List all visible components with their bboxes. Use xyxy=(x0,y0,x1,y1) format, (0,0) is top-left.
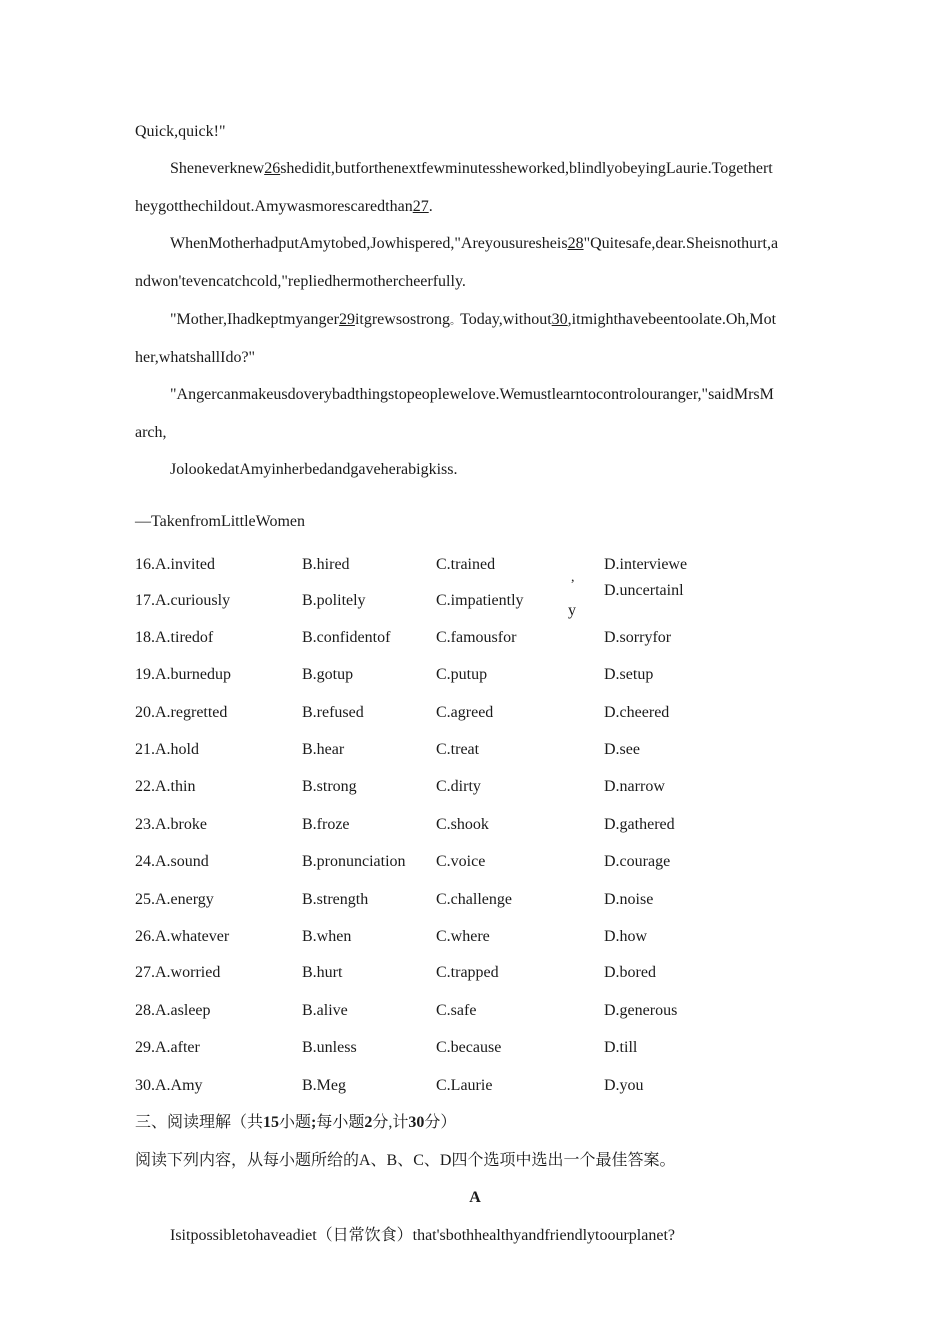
option-d: D.bored xyxy=(604,964,656,981)
option-a: 17.A.curiously xyxy=(135,592,231,609)
passage-paragraph-4-cont: her,whatshallIdo?" xyxy=(135,349,256,366)
passage-paragraph-2 xyxy=(170,159,773,179)
passage-paragraph-3-cont: ndwon'tevencatchcold,"repliedhermothercheerfully. xyxy=(135,273,466,290)
option-a: 24.A.sound xyxy=(135,853,209,870)
option-d: D.you xyxy=(604,1077,644,1094)
option-a: 29.A.after xyxy=(135,1039,200,1056)
option-d: D.gathered xyxy=(604,816,675,833)
option-c: C.impatiently xyxy=(436,592,524,609)
text: Today,without xyxy=(460,311,552,328)
passage-paragraph-3 xyxy=(170,234,778,254)
option-a: 21.A.hold xyxy=(135,741,199,758)
option-d: D.till xyxy=(604,1039,638,1056)
option-b: B.alive xyxy=(302,1002,348,1019)
option-b: B.confidentof xyxy=(302,629,391,646)
option-a: 26.A.whatever xyxy=(135,928,230,945)
option-c: C.where xyxy=(436,928,490,945)
option-d: D.setup xyxy=(604,666,654,683)
option-c: C.trapped xyxy=(436,964,499,981)
passage-label: A xyxy=(469,1189,481,1206)
option-a: 23.A.broke xyxy=(135,816,207,833)
section-heading xyxy=(135,1113,456,1133)
option-b: B.strong xyxy=(302,778,357,795)
blank-26: 26 xyxy=(264,160,281,177)
text: ,itmighthavebeentoolate.Oh,Mot xyxy=(567,311,777,328)
option-d: D.see xyxy=(604,741,640,758)
option-c: C.agreed xyxy=(436,704,494,721)
option-b: B.hired xyxy=(302,556,350,573)
text: 三、阅读理解（共 xyxy=(135,1114,264,1131)
stray-comma: , xyxy=(571,570,575,585)
passage-line-1: Quick,quick!" xyxy=(135,123,226,140)
option-a: 19.A.burnedup xyxy=(135,666,231,683)
blank-28: 28 xyxy=(567,235,584,252)
option-d: D.cheered xyxy=(604,704,670,721)
option-d: D.uncertainl xyxy=(604,582,684,599)
option-c: C.treat xyxy=(436,741,480,758)
text: Sheneverknew xyxy=(170,160,265,177)
option-d: D.narrow xyxy=(604,778,665,795)
text: . xyxy=(428,198,433,215)
option-d: D.sorryfor xyxy=(604,629,672,646)
blank-29: 29 xyxy=(338,311,355,328)
text: 分） xyxy=(424,1114,457,1131)
blank-30: 30 xyxy=(551,311,568,328)
text: "Mother,Ihadkeptmyanger xyxy=(170,311,339,328)
option-a: 27.A.worried xyxy=(135,964,221,981)
option-a: 20.A.regretted xyxy=(135,704,228,721)
text: 分,计 xyxy=(372,1114,409,1131)
option-c: C.voice xyxy=(436,853,486,870)
option-b: B.unless xyxy=(302,1039,357,1056)
text: itgrewsostrong xyxy=(354,311,451,328)
text: 每小题 xyxy=(316,1114,365,1131)
option-b: B.politely xyxy=(302,592,366,609)
source-attribution: —TakenfromLittleWomen xyxy=(135,513,305,530)
stray-letter: y xyxy=(568,602,576,619)
option-c: C.safe xyxy=(436,1002,477,1019)
option-b: B.strength xyxy=(302,891,369,908)
option-d: D.how xyxy=(604,928,648,945)
text: "Quitesafe,dear.Sheisnothurt,a xyxy=(583,235,779,252)
option-c: C.famousfor xyxy=(436,629,517,646)
text: heygotthechildout.Amywasmorescaredthan xyxy=(135,198,413,215)
passage-paragraph-2-cont xyxy=(135,197,433,217)
option-a: 18.A.tiredof xyxy=(135,629,214,646)
option-b: B.when xyxy=(302,928,352,945)
text: 小题 xyxy=(279,1114,312,1131)
option-d: D.interviewe xyxy=(604,556,688,573)
option-b: B.refused xyxy=(302,704,364,721)
option-c: C.dirty xyxy=(436,778,481,795)
passage-a-first-line: Isitpossibletohaveadiet（日常饮食）that'sbothhealthyandfriendlytoourplanet? xyxy=(170,1227,675,1244)
passage-paragraph-4 xyxy=(170,310,776,332)
option-d: D.generous xyxy=(604,1002,678,1019)
option-b: B.gotup xyxy=(302,666,354,683)
period-mark: 。 xyxy=(450,316,461,327)
option-b: B.hear xyxy=(302,741,345,758)
option-b: B.froze xyxy=(302,816,350,833)
option-d: D.noise xyxy=(604,891,654,908)
text: shedidit,butforthenextfewminutessheworked,blindlyobeyingLaurie.Togethert xyxy=(280,160,773,177)
option-a: 30.A.Amy xyxy=(135,1077,203,1094)
number: 2 xyxy=(364,1114,373,1131)
option-b: B.Meg xyxy=(302,1077,346,1094)
option-a: 16.A.invited xyxy=(135,556,215,573)
option-c: C.putup xyxy=(436,666,488,683)
option-d: D.courage xyxy=(604,853,671,870)
option-c: C.shook xyxy=(436,816,489,833)
number: 30 xyxy=(408,1114,425,1131)
blank-27: 27 xyxy=(412,198,429,215)
option-b: B.pronunciation xyxy=(302,853,406,870)
passage-paragraph-6: JolookedatAmyinherbedandgaveherabigkiss. xyxy=(170,461,458,478)
number: ; xyxy=(311,1114,317,1131)
option-a: 22.A.thin xyxy=(135,778,196,795)
text: WhenMotherhadputAmytobed,Jowhispered,"Areyousuresheis xyxy=(170,235,568,252)
number: 15 xyxy=(263,1114,280,1131)
passage-paragraph-5: "Angercanmakeusdoverybadthingstopeoplewelove.Wemustlearntocontrolouranger,"saidMrsM xyxy=(170,386,774,403)
passage-paragraph-5-cont: arch, xyxy=(135,424,167,441)
option-c: C.trained xyxy=(436,556,496,573)
option-a: 25.A.energy xyxy=(135,891,214,908)
option-a: 28.A.asleep xyxy=(135,1002,211,1019)
option-c: C.challenge xyxy=(436,891,512,908)
option-c: C.because xyxy=(436,1039,502,1056)
option-b: B.hurt xyxy=(302,964,343,981)
section-instruction: 阅读下列内容，从每小题所给的A、B、C、D四个选项中选出一个最佳答案。 xyxy=(135,1152,676,1169)
option-c: C.Laurie xyxy=(436,1077,493,1094)
